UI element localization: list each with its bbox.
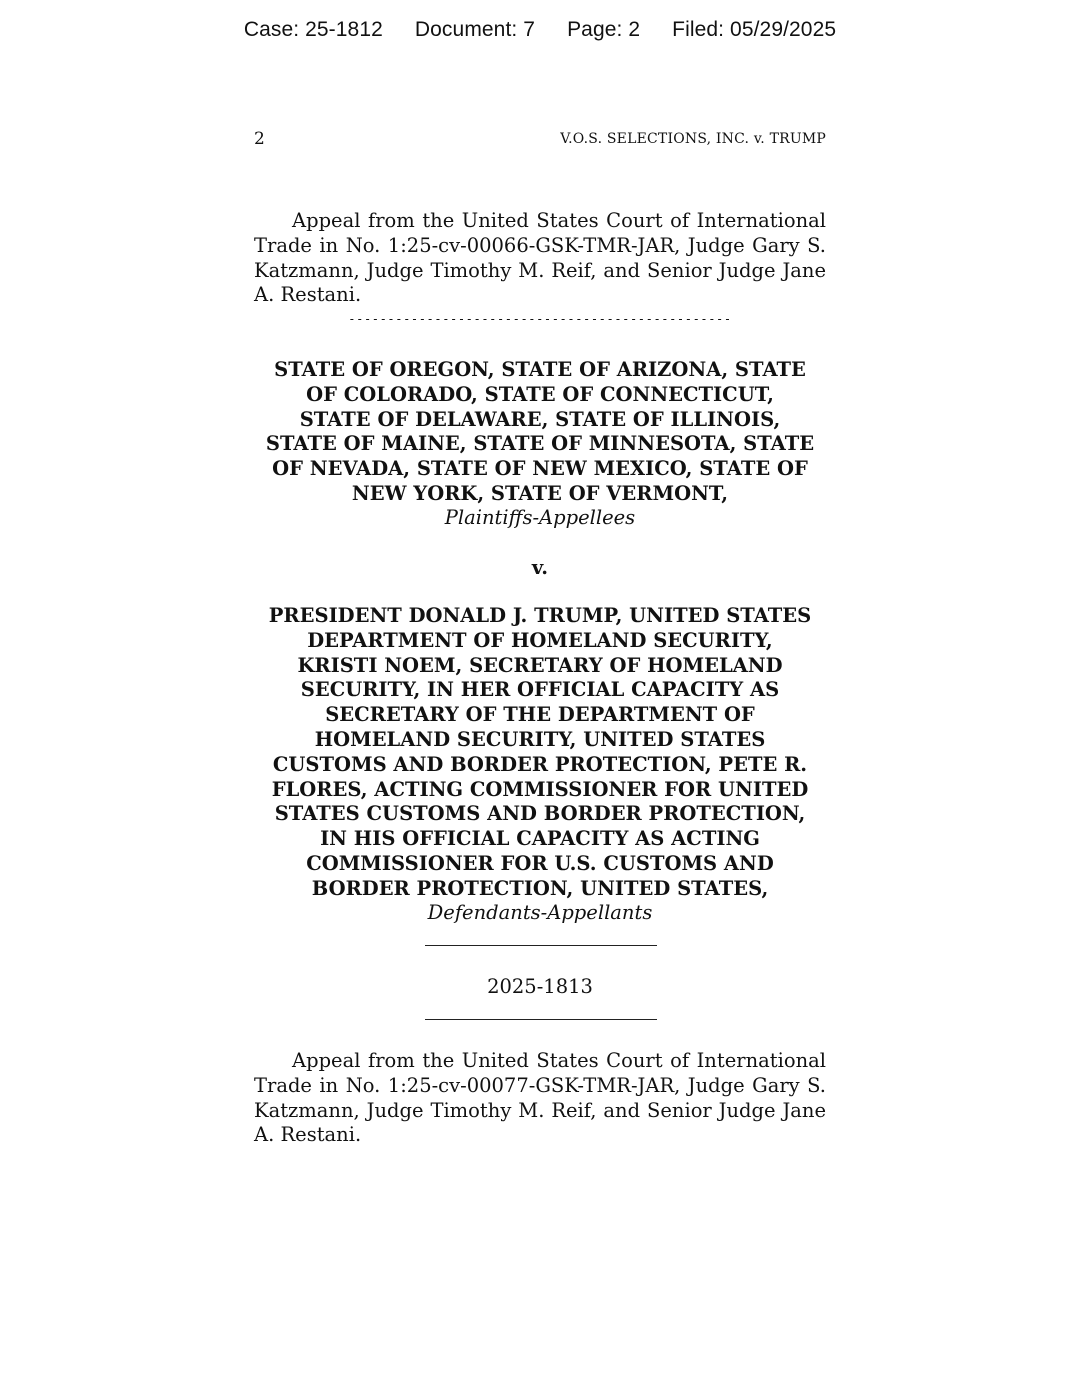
defendant-line: SECRETARY OF THE DEPARTMENT OF — [325, 703, 755, 727]
case-filing-header — [0, 18, 1080, 42]
defendants-role: Defendants-Appellants — [427, 901, 653, 924]
plaintiff-line: STATE OF DELAWARE, STATE OF ILLINOIS, — [299, 407, 781, 431]
case-number: Case: 25-1812 — [243, 18, 383, 41]
page-number: 2 — [254, 129, 265, 149]
defendant-line: PRESIDENT DONALD J. TRUMP, UNITED STATES — [268, 604, 812, 627]
defendant-line: DEPARTMENT OF HOMELAND SECURITY, — [307, 628, 773, 652]
separator-line: ------------------------------------------------- — [348, 312, 732, 326]
plaintiff-line: OF COLORADO, STATE OF CONNECTICUT, — [306, 382, 774, 406]
defendant-line: HOMELAND SECURITY, UNITED STATES — [314, 727, 766, 751]
document-number: Document: 7 — [414, 18, 536, 41]
defendant-line: KRISTI NOEM, SECRETARY OF HOMELAND — [297, 653, 783, 677]
divider-rule — [425, 945, 657, 946]
plaintiffs-role: Plaintiffs-Appellees — [444, 506, 636, 529]
divider-rule — [425, 1019, 657, 1020]
defendant-line: STATES CUSTOMS AND BORDER PROTECTION, — [274, 802, 806, 826]
appeal-paragraph-1: Appeal from the United States Court of International Trade in No. 1:25-cv-00066-GSK-TMR-JAR, Judge Gary S. Katzmann, Judge Timothy M. Reif, and Senior Judge Jane A. Restani. — [254, 209, 826, 307]
defendants-block — [254, 604, 826, 902]
docket-number: 2025-1813 — [487, 975, 593, 998]
plaintiffs-block — [254, 358, 826, 507]
versus-label: v. — [531, 556, 549, 579]
defendant-line: SECURITY, IN HER OFFICIAL CAPACITY AS — [300, 678, 780, 702]
defendant-line: COMMISSIONER FOR U.S. CUSTOMS AND — [306, 851, 774, 875]
defendant-line: IN HIS OFFICIAL CAPACITY AS ACTING — [320, 827, 760, 851]
plaintiff-line: NEW YORK, STATE OF VERMONT, — [351, 481, 729, 505]
defendant-line: FLORES, ACTING COMMISSIONER FOR UNITED — [271, 777, 809, 801]
plaintiff-line: OF NEVADA, STATE OF NEW MEXICO, STATE OF — [272, 457, 808, 481]
page-indicator: Page: 2 — [567, 18, 641, 41]
defendant-line: CUSTOMS AND BORDER PROTECTION, PETE R. — [272, 752, 808, 776]
plaintiff-line: STATE OF OREGON, STATE OF ARIZONA, STATE — [274, 358, 806, 381]
case-caption: V.O.S. SELECTIONS, INC. v. TRUMP — [560, 131, 826, 147]
filed-date: Filed: 05/29/2025 — [672, 18, 837, 41]
appeal-paragraph-2: Appeal from the United States Court of International Trade in No. 1:25-cv-00077-GSK-TMR-JAR, Judge Gary S. Katzmann, Judge Timothy M. Reif, and Senior Judge Jane A. Restani. — [254, 1049, 826, 1147]
plaintiff-line: STATE OF MAINE, STATE OF MINNESOTA, STATE — [265, 432, 815, 456]
defendant-line: BORDER PROTECTION, UNITED STATES, — [311, 876, 769, 900]
